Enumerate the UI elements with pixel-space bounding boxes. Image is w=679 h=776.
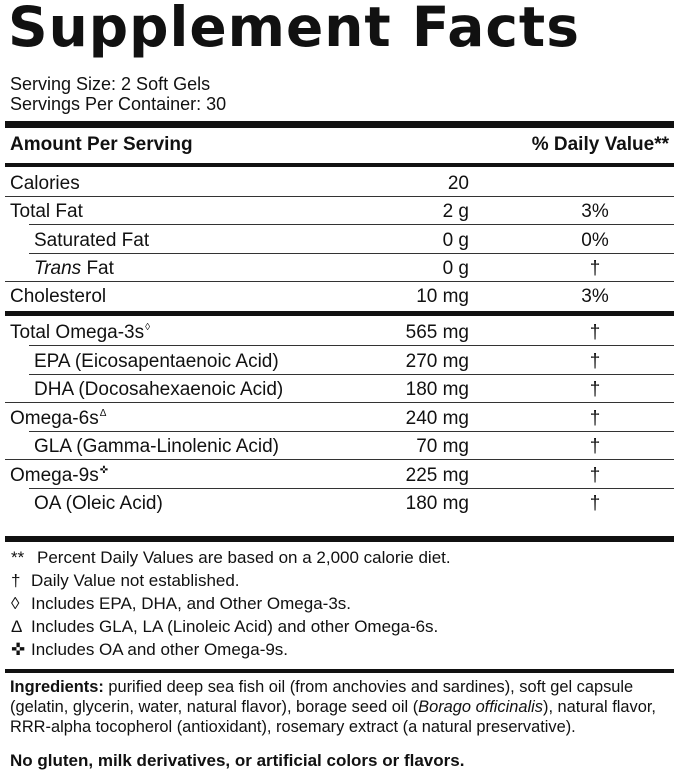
table-row xyxy=(5,169,674,197)
ingredients-italic: Borago officinalis xyxy=(418,698,543,716)
footnote xyxy=(11,594,351,614)
ingredients-text-2: ), natural flavor, RRR-alpha tocopherol (antioxidant), rosemary extract (a natural preservative). xyxy=(10,698,656,736)
nutrient-amount: 70 mg xyxy=(416,436,469,457)
nutrient-amount: 240 mg xyxy=(405,408,469,429)
daily-value: 3% xyxy=(581,201,609,222)
table-row xyxy=(5,404,674,432)
table-row xyxy=(5,254,674,282)
nutrient-name-text: Calories xyxy=(10,173,80,194)
nutrient-name xyxy=(10,322,150,344)
ingredients-text-1: purified deep sea fish oil (from anchovies and sardines), soft gel capsule (gelatin, glycerin, water, natural flavor), borage seed oil ( xyxy=(10,678,634,716)
header-divider xyxy=(5,163,674,167)
nutrient-name-text: Omega-6s xyxy=(10,408,99,429)
footnote-text: Percent Daily Values are based on a 2,000 calorie diet. xyxy=(37,548,451,567)
nutrient-name-text: Fat xyxy=(81,258,114,279)
row-divider xyxy=(29,224,674,225)
table-row xyxy=(5,432,674,460)
amount-per-serving-header: Amount Per Serving xyxy=(10,134,193,155)
nutrient-name-text: Total Omega-3s xyxy=(10,322,145,343)
row-divider xyxy=(5,459,674,460)
table-row xyxy=(5,461,674,489)
daily-value-header: % Daily Value** xyxy=(531,134,669,155)
daily-value: † xyxy=(589,258,601,279)
nutrient-amount: 270 mg xyxy=(405,351,469,372)
panel-title: Supplement Facts xyxy=(8,0,580,59)
table-row xyxy=(5,489,674,517)
nutrient-name-italic: Trans xyxy=(34,258,82,279)
footnote xyxy=(11,548,451,568)
daily-value: 3% xyxy=(581,286,609,307)
footnote-symbol: ◊ xyxy=(11,594,20,613)
table-row xyxy=(5,347,674,375)
nutrient-name xyxy=(10,173,80,195)
nutrient-name-text: Cholesterol xyxy=(10,286,107,307)
table-row xyxy=(5,318,674,346)
nutrient-name-text: GLA (Gamma-Linolenic Acid) xyxy=(34,436,279,457)
footnote-divider xyxy=(5,669,674,673)
nutrient-name-text: DHA (Docosahexaenoic Acid) xyxy=(34,379,284,400)
row-divider xyxy=(29,345,674,346)
footnote-text: Daily Value not established. xyxy=(31,571,240,590)
footnote xyxy=(11,617,438,637)
daily-value: † xyxy=(589,465,601,486)
nutrient-amount: 0 g xyxy=(442,258,469,279)
footnote-symbol: Δ xyxy=(11,617,23,636)
daily-value: † xyxy=(589,408,601,429)
nutrient-name xyxy=(34,230,149,252)
nutrient-name xyxy=(34,493,163,515)
nutrient-name xyxy=(10,286,106,308)
nutrient-name xyxy=(34,379,283,401)
row-divider xyxy=(5,402,674,403)
footnote-mark: ◊ xyxy=(145,322,151,333)
nutrient-amount: 20 xyxy=(447,173,469,194)
nutrient-name xyxy=(34,258,114,280)
nutrient-amount: 180 mg xyxy=(405,493,469,514)
nutrient-name-text: Omega-9s xyxy=(10,465,99,486)
nutrient-amount: 565 mg xyxy=(405,322,469,343)
serving-size: Serving Size: 2 Soft Gels xyxy=(10,74,211,94)
nutrient-amount: 10 mg xyxy=(416,286,469,307)
thick-divider xyxy=(5,121,674,128)
table-row xyxy=(5,197,674,225)
row-divider xyxy=(5,311,674,316)
footnote-mark: ✜ xyxy=(99,465,109,476)
servings-per-container: Servings Per Container: 30 xyxy=(10,94,227,114)
footnote-symbol: † xyxy=(11,571,21,590)
nutrient-name-text: EPA (Eicosapentaenoic Acid) xyxy=(34,351,279,372)
nutrient-amount: 225 mg xyxy=(405,465,469,486)
footnote-text: Includes EPA, DHA, and Other Omega-3s. xyxy=(31,594,351,613)
footnote-text: Includes OA and other Omega-9s. xyxy=(31,640,289,659)
table-row xyxy=(5,375,674,403)
daily-value: † xyxy=(589,493,601,514)
nutrient-amount: 180 mg xyxy=(405,379,469,400)
ingredients xyxy=(10,677,674,737)
nutrient-amount: 0 g xyxy=(442,230,469,251)
footnote xyxy=(11,571,240,591)
footnote-mark: Δ xyxy=(99,408,107,419)
free-from-statement: No gluten, milk derivatives, or artificial colors or flavors. xyxy=(10,751,465,770)
nutrient-name xyxy=(10,201,83,223)
footnote-text: Includes GLA, LA (Linoleic Acid) and other Omega-6s. xyxy=(31,617,439,636)
supplement-facts-panel xyxy=(5,0,674,776)
daily-value: 0% xyxy=(581,230,609,251)
nutrient-name xyxy=(10,408,106,430)
ingredients-label: Ingredients: xyxy=(10,678,104,696)
footnote-symbol: ** xyxy=(11,548,25,567)
nutrient-name xyxy=(34,436,279,458)
nutrient-name xyxy=(10,465,108,487)
daily-value: † xyxy=(589,379,601,400)
nutrient-name xyxy=(34,351,279,373)
table-row xyxy=(5,282,674,310)
nutrient-amount: 2 g xyxy=(442,201,469,222)
nutrient-name-text: Total Fat xyxy=(10,201,83,222)
nutrient-name-text: Saturated Fat xyxy=(34,230,150,251)
daily-value: † xyxy=(589,436,601,457)
footnote xyxy=(11,640,288,660)
daily-value: † xyxy=(589,351,601,372)
nutrient-name-text: OA (Oleic Acid) xyxy=(34,493,163,514)
table-bottom-divider xyxy=(5,536,674,542)
table-row xyxy=(5,226,674,254)
daily-value: † xyxy=(589,322,601,343)
footnote-symbol: ✜ xyxy=(11,640,26,659)
